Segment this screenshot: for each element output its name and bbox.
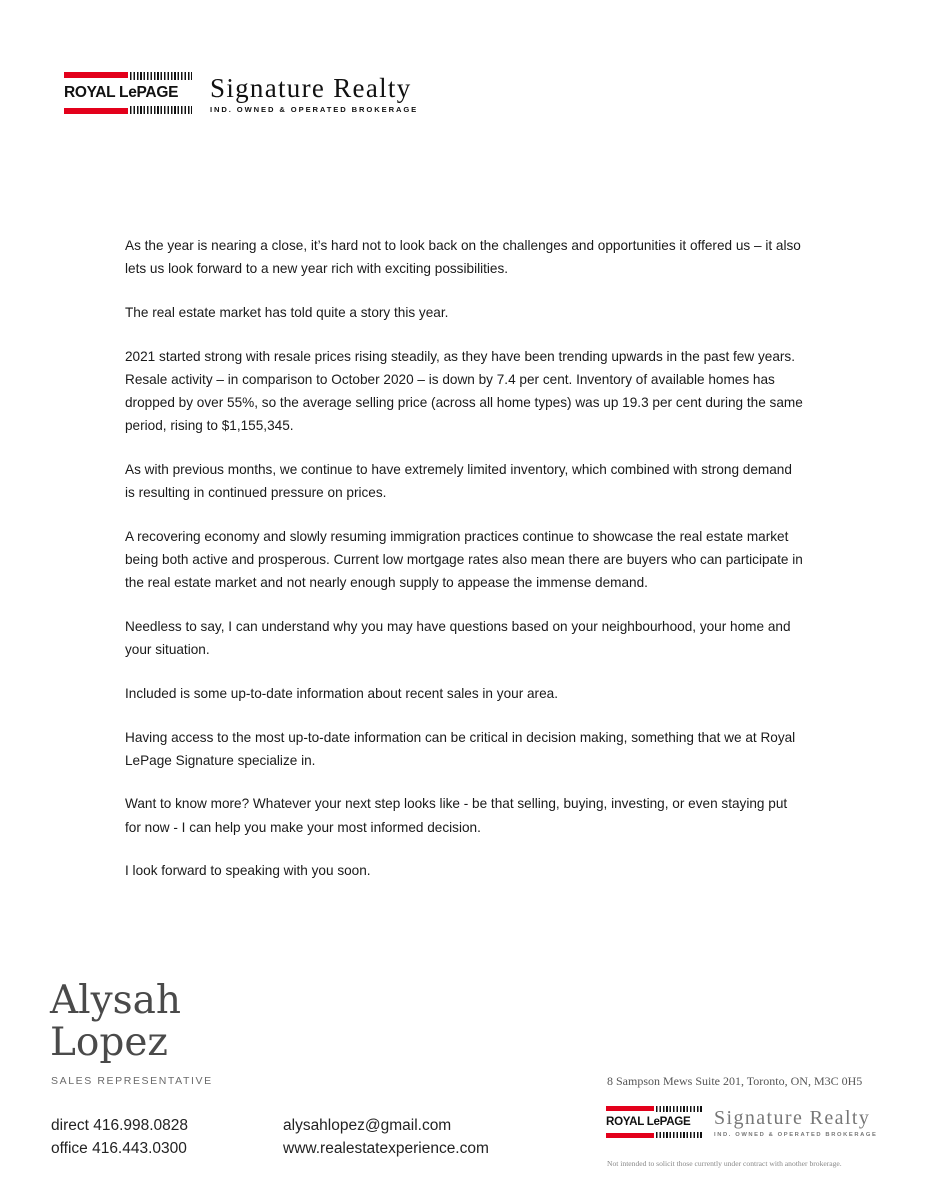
office-address: 8 Sampson Mews Suite 201, Toronto, ON, M3C 0H5 [607,1074,863,1088]
brand-subtitle: IND. OWNED & OPERATED BROKERAGE [210,104,419,114]
letter-paragraph: Needless to say, I can understand why you may have questions based on your neighbourhood, your home and your situation. [125,618,791,658]
letter-paragraph: Want to know more? Whatever your next step looks like - be that selling, buying, investing, or even staying put for now - I can help you make your most informed decision. [125,796,788,835]
brand-block [714,1107,878,1138]
letter-body [125,234,805,903]
brand-name: Signature Realty [210,72,412,103]
direct-phone[interactable]: direct 416.998.0828 [51,1117,189,1134]
logo-red-band [64,108,128,114]
logo-bars [130,72,192,80]
royal-lepage-wordmark: ROYAL LePAGE [606,1115,691,1128]
email-link[interactable]: alysahlopez@gmail.com [283,1117,452,1134]
royal-lepage-wordmark: ROYAL LePAGE [64,84,179,101]
logo-bars [656,1132,702,1138]
brand-name: Signature Realty [714,1106,871,1129]
brokerage-logo [64,72,418,114]
logo-bars [656,1106,702,1112]
web-contacts [283,1114,489,1160]
logo-red-band [606,1106,654,1111]
disclaimer: Not intended to solicit those currently under contract with another brokerage. [607,1159,842,1168]
brand-subtitle: IND. OWNED & OPERATED BROKERAGE [714,1131,878,1138]
logo-red-band [606,1133,654,1138]
footer-brokerage-logo [606,1106,878,1138]
agent-title: SALES REPRESENTATIVE [51,1075,213,1087]
office-phone[interactable]: office 416.443.0300 [51,1140,187,1157]
agent-first-name: Alysah [50,978,182,1023]
logo-red-band [64,72,128,78]
logo-bars [130,106,192,114]
agent-name [50,980,181,1064]
letter-paragraph: The real estate market has told quite a story this year. [125,304,449,320]
website-link[interactable]: www.realestatexperience.com [283,1140,489,1157]
letter-paragraph: As the year is nearing a close, it’s hard not to look back on the challenges and opportunities it offered us – it also lets us look forward to a new year rich with exciting possibilities. [125,238,801,277]
brand-block [210,73,418,114]
royal-lepage-logo [64,72,192,114]
phone-contacts [51,1114,188,1160]
letter-paragraph: Included is some up-to-date information about recent sales in your area. [125,685,558,701]
letter-paragraph: 2021 started strong with resale prices rising steadily, as they have been trending upwards in the past few years. Resale activity – in comparison to October 2020 – is down by 7.4 per cent. Inventory of available homes has dropped by over 55%, so the average selling price (across all home types) was up 19.3 per cent during the same period, rising to $1,155,345. [125,348,803,434]
letter-paragraph: Having access to the most up-to-date information can be critical in decision making, something that we at Royal LePage Signature specialize in. [125,729,796,768]
letter-paragraph: I look forward to speaking with you soon. [125,863,371,879]
agent-last-name: Lopez [50,1020,168,1065]
letter-paragraph: As with previous months, we continue to have extremely limited inventory, which combined with strong demand is resulting in continued pressure on prices. [125,461,792,501]
letter-paragraph: A recovering economy and slowly resuming immigration practices continue to showcase the real estate market being both active and prosperous. Current low mortgage rates also mean there are buyers who can participate in the real estate market and not nearly enough supply to appease the immense demand. [125,528,803,591]
royal-lepage-logo [606,1106,702,1138]
